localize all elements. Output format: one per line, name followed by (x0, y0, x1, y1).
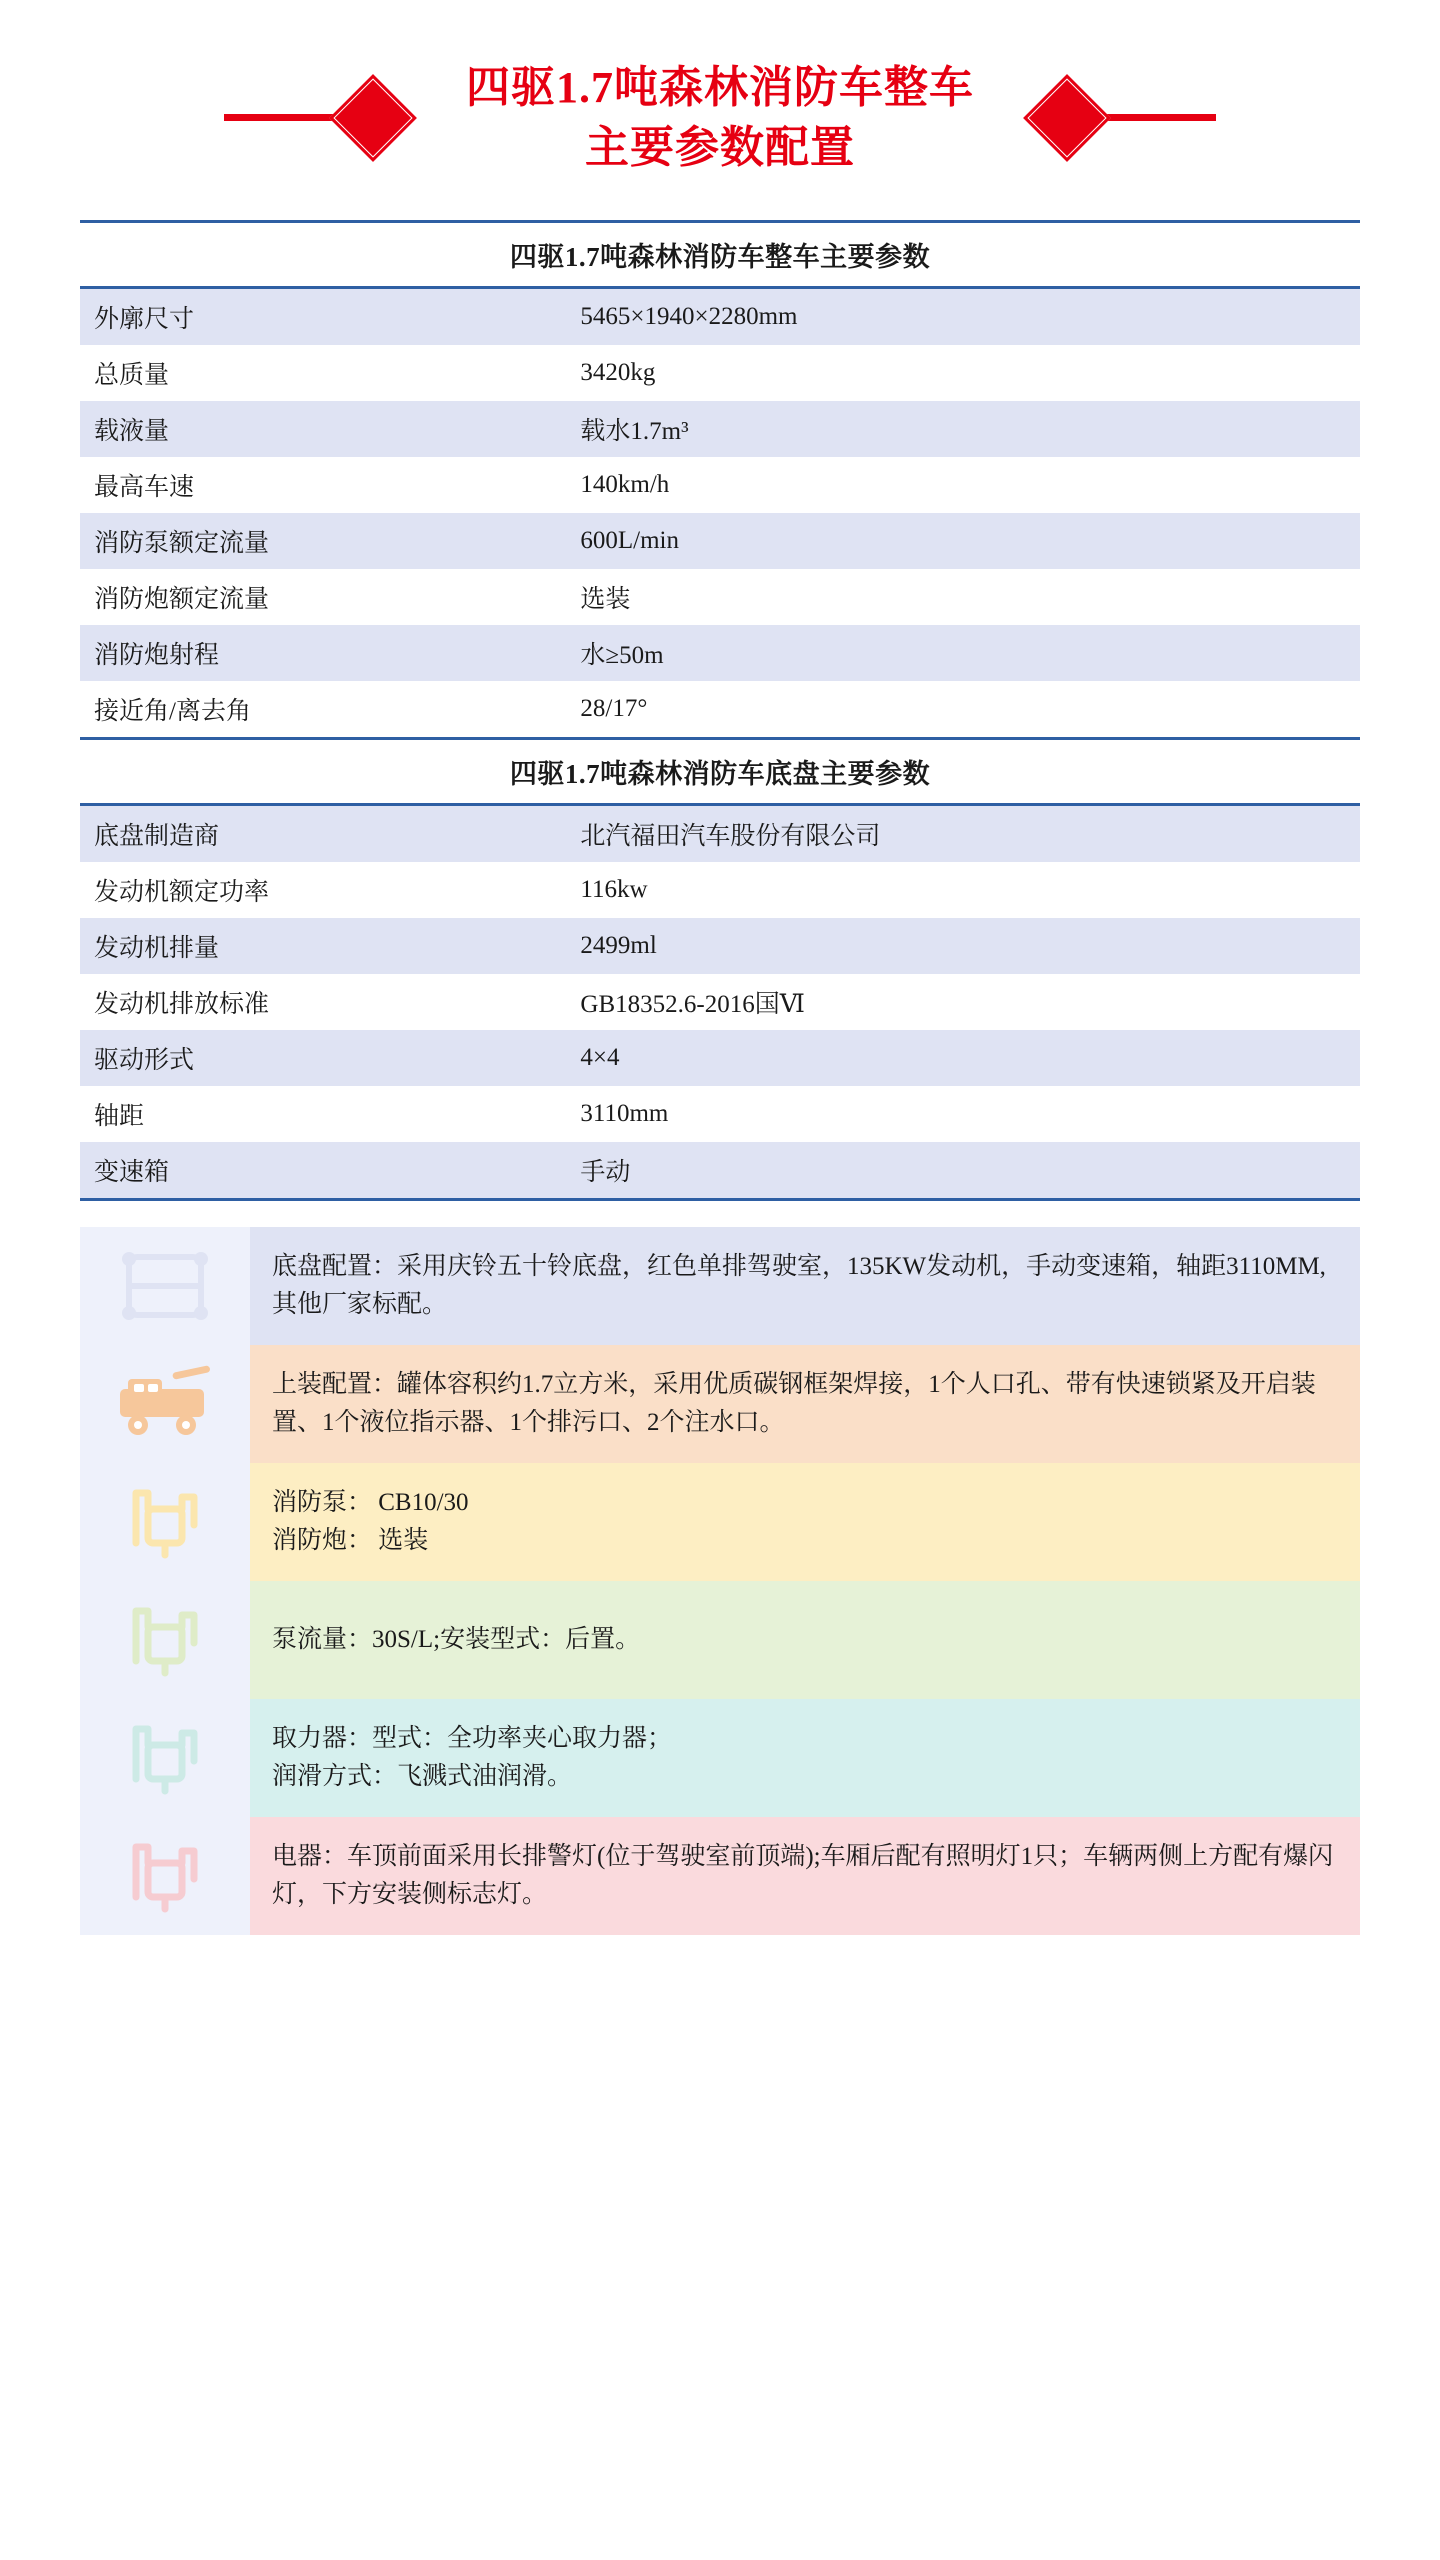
feature-text-line2: 润滑方式：飞溅式油润滑。 (272, 1762, 573, 1790)
table-row (80, 345, 1360, 401)
page-title (404, 58, 1036, 178)
table-section-header (80, 221, 1360, 287)
row-value: 2499ml (566, 918, 1360, 974)
left-decoration-bar (224, 114, 342, 121)
feature-text-cell (250, 1699, 1360, 1817)
table-section-header (80, 738, 1360, 804)
pump-icon (122, 1479, 208, 1565)
vehicle-spec-table (80, 220, 1360, 1201)
row-key: 接近角/离去角 (80, 681, 566, 739)
row-value: 4×4 (566, 1030, 1360, 1086)
feature-text: 底盘配置：采用庆铃五十铃底盘，红色单排驾驶室，135KW发动机，手动变速箱，轴距3110MM,其他厂家标配。 (272, 1253, 1326, 1318)
pump-icon (122, 1833, 208, 1919)
section-title-vehicle: 四驱1.7吨森林消防车整车主要参数 (80, 221, 1360, 287)
table-row (80, 1030, 1360, 1086)
table-row (80, 457, 1360, 513)
page-title-line2: 主要参数配置 (585, 122, 855, 172)
spec-tables (80, 220, 1360, 1201)
table-row (80, 625, 1360, 681)
table-row (80, 401, 1360, 457)
feature-text-line2: 消防炮： 选装 (272, 1526, 429, 1554)
row-value: 28/17° (566, 681, 1360, 739)
feature-text-cell (250, 1463, 1360, 1581)
table-row (80, 681, 1360, 739)
chassis-frame-icon (117, 1247, 213, 1325)
feature-text-cell (250, 1581, 1360, 1699)
table-row (80, 918, 1360, 974)
feature-icon-cell (80, 1581, 250, 1699)
row-key: 最高车速 (80, 457, 566, 513)
row-key: 消防炮射程 (80, 625, 566, 681)
feature-list (80, 1227, 1360, 1935)
row-key: 载液量 (80, 401, 566, 457)
row-value: 手动 (566, 1142, 1360, 1200)
feature-text-cell (250, 1345, 1360, 1463)
table-row (80, 569, 1360, 625)
row-value: 3110mm (566, 1086, 1360, 1142)
row-value: 3420kg (566, 345, 1360, 401)
feature-text-cell (250, 1817, 1360, 1935)
feature-text: 泵流量：30S/L;安装型式：后置。 (272, 1625, 641, 1653)
row-value: 116kw (566, 862, 1360, 918)
row-key: 底盘制造商 (80, 804, 566, 862)
table-row (80, 1086, 1360, 1142)
table-row (80, 804, 1360, 862)
feature-text: 电器：车顶前面采用长排警灯(位于驾驶室前顶端);车厢后配有照明灯1只；车辆两侧上方配有爆闪灯，下方安装侧标志灯。 (272, 1843, 1334, 1908)
row-key: 发动机排量 (80, 918, 566, 974)
feature-item (80, 1581, 1360, 1699)
row-value: 载水1.7m³ (566, 401, 1360, 457)
pump-icon (122, 1715, 208, 1801)
row-value: 北汽福田汽车股份有限公司 (566, 804, 1360, 862)
row-key: 总质量 (80, 345, 566, 401)
row-value: GB18352.6-2016国Ⅵ (566, 974, 1360, 1030)
row-value: 选装 (566, 569, 1360, 625)
page-header (0, 0, 1440, 208)
row-key: 外廓尺寸 (80, 287, 566, 345)
table-row (80, 974, 1360, 1030)
row-value: 水≥50m (566, 625, 1360, 681)
feature-text-cell (250, 1227, 1360, 1345)
table-row (80, 513, 1360, 569)
feature-item (80, 1463, 1360, 1581)
feature-item (80, 1699, 1360, 1817)
feature-text-line1: 取力器：型式：全功率夹心取力器； (272, 1725, 673, 1753)
table-row (80, 1142, 1360, 1200)
feature-icon-cell (80, 1345, 250, 1463)
row-value: 600L/min (566, 513, 1360, 569)
feature-icon-cell (80, 1463, 250, 1581)
feature-icon-cell (80, 1227, 250, 1345)
row-key: 驱动形式 (80, 1030, 566, 1086)
row-key: 轴距 (80, 1086, 566, 1142)
page-title-line1: 四驱1.7吨森林消防车整车 (466, 63, 974, 112)
row-key: 消防泵额定流量 (80, 513, 566, 569)
table-row (80, 862, 1360, 918)
row-key: 变速箱 (80, 1142, 566, 1200)
feature-text: 上装配置：罐体容积约1.7立方米，采用优质碳钢框架焊接，1个人口孔、带有快速锁紧及开启装置、1个液位指示器、1个排污口、2个注水口。 (272, 1371, 1316, 1436)
pump-icon (122, 1597, 208, 1683)
section-title-chassis: 四驱1.7吨森林消防车底盘主要参数 (80, 738, 1360, 804)
feature-item (80, 1817, 1360, 1935)
row-key: 发动机额定功率 (80, 862, 566, 918)
feature-icon-cell (80, 1817, 250, 1935)
feature-text-line1: 消防泵： CB10/30 (272, 1489, 469, 1517)
right-decoration (1036, 87, 1216, 149)
right-decoration-diamond (1023, 74, 1111, 162)
row-key: 消防炮额定流量 (80, 569, 566, 625)
row-value: 5465×1940×2280mm (566, 287, 1360, 345)
right-decoration-bar (1098, 114, 1216, 121)
feature-item (80, 1227, 1360, 1345)
table-row (80, 287, 1360, 345)
row-value: 140km/h (566, 457, 1360, 513)
feature-item (80, 1345, 1360, 1463)
fire-truck-icon (110, 1365, 220, 1443)
feature-icon-cell (80, 1699, 250, 1817)
left-decoration (224, 87, 404, 149)
row-key: 发动机排放标准 (80, 974, 566, 1030)
